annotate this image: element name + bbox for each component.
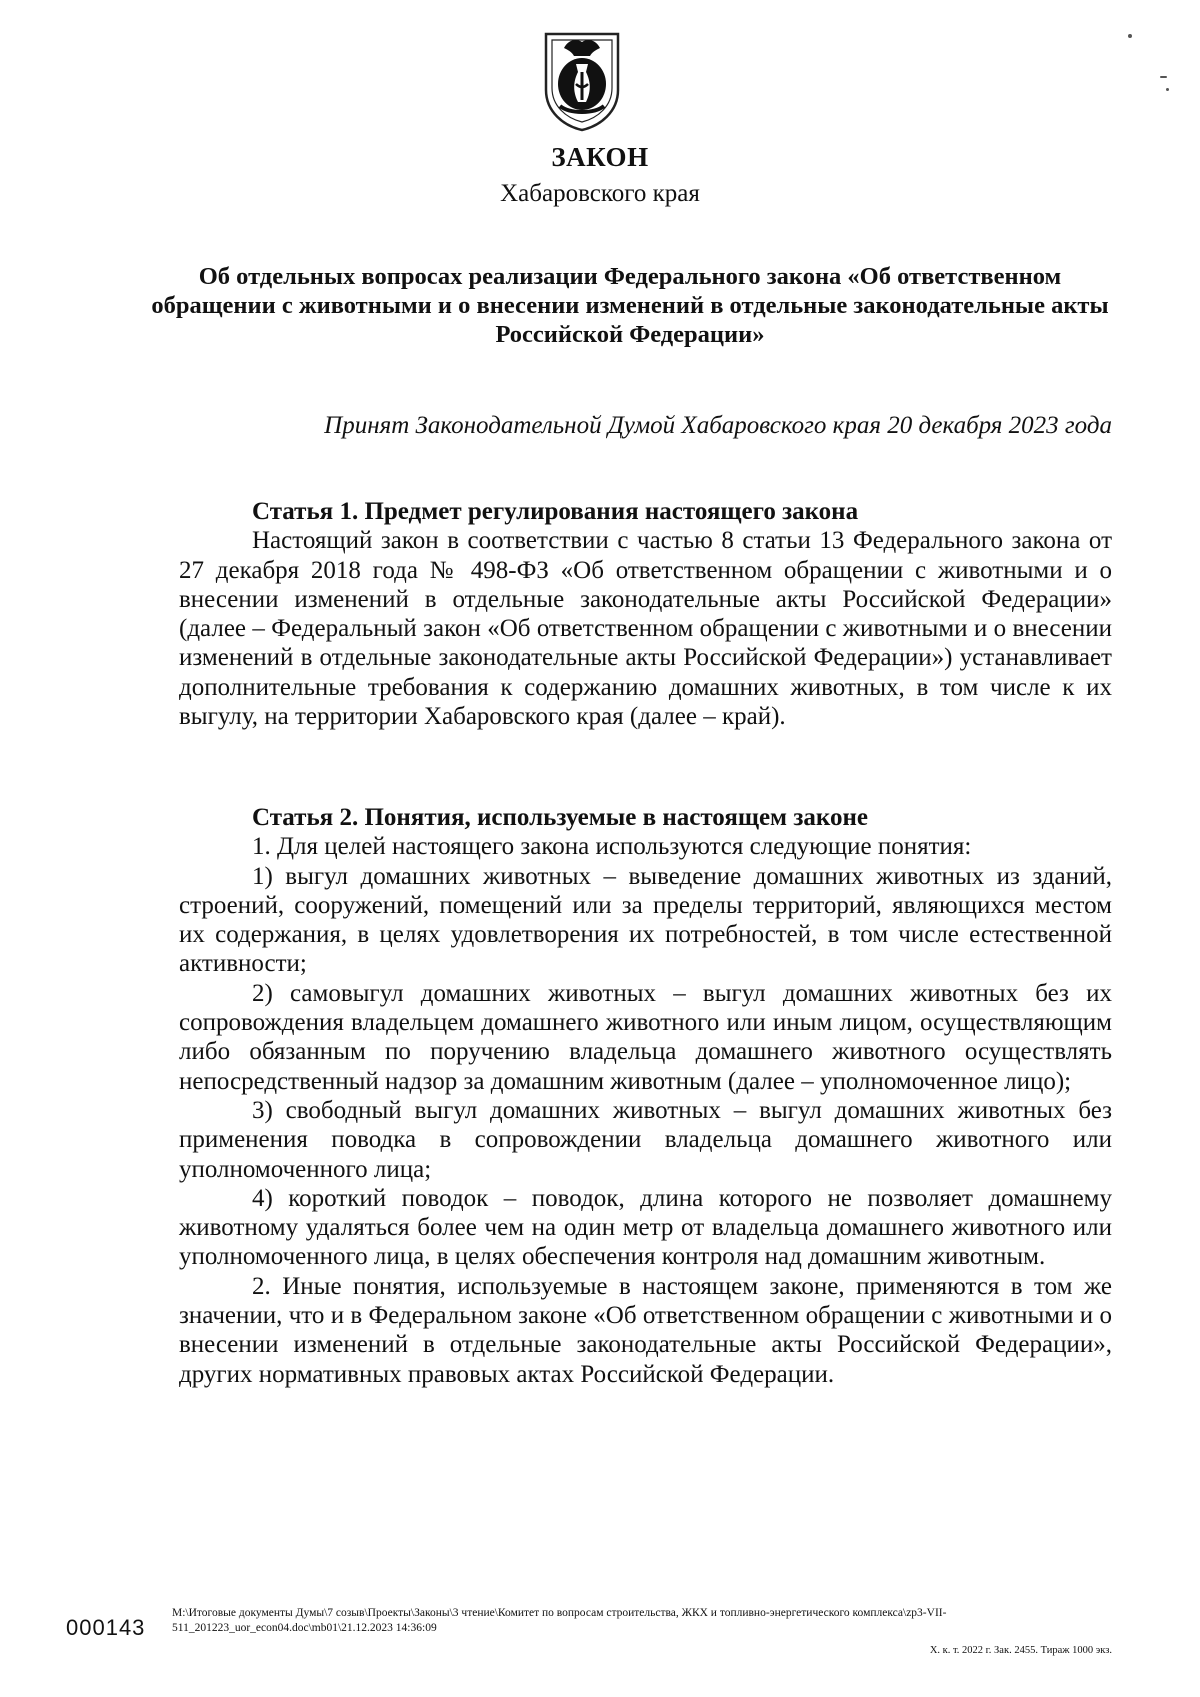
scan-speck [1128, 34, 1132, 38]
document-number: 000143 [66, 1615, 146, 1640]
khabarovsk-coat-of-arms-icon [536, 28, 628, 132]
definition-item: 2) самовыгул домашних животных – выгул домашних животных без их сопровождения владельцем домашнего животного или иным лицом, осуществляющим либо обязанным по поручению владельца домашнего животного осуществлять непосредственный надзор за домашним животным (далее – уполномоченное лицо); [179, 979, 1112, 1095]
definition-item: 4) короткий поводок – поводок, длина которого не позволяет домашнему животному удаляться более чем на один метр от владельца домашнего животного или уполномоченного лица, в целях обеспечения контроля над домашним животным. [179, 1184, 1112, 1271]
article-2-paragraph-1: 1. Для целей настоящего закона используются следующие понятия: [252, 833, 972, 861]
article-1 [179, 497, 1112, 731]
adoption-line: Принят Законодательной Думой Хабаровского края 20 декабря 2023 года [324, 412, 1112, 439]
law-heading: Об отдельных вопросах реализации Федерального закона «Об ответственном обращении с животными и о внесении изменений в отдельные законодательные акты Российской Федерации» [151, 263, 1109, 348]
definition-item: 1) выгул домашних животных – выведение домашних животных из зданий, строений, сооружений, помещений или за пределы территорий, являющихся местом их содержания, в целях удовлетворения их потребностей, в том числе естественной активности; [179, 862, 1112, 978]
article-1-text: Настоящий закон в соответствии с частью 8 статьи 13 Федерального закона от 27 декабря 2018 года № 498-ФЗ «Об ответственном обращении с животными и о внесении изменений в отдельные законодательные акты Российской Федерации» (далее – Федеральный закон «Об ответственном обращении с животными и о внесении изменений в отдельные законодательные акты Российской Федерации») устанавливает дополнительные требования к содержанию домашних животных, в том числе к их выгулу, на территории Хабаровского края (далее – край). [179, 527, 1112, 731]
article-1-title: Статья 1. Предмет регулирования настоящего закона [252, 498, 859, 525]
law-title: ЗАКОН [551, 142, 649, 172]
law-region: Хабаровского края [500, 180, 700, 207]
scan-speck [1160, 76, 1167, 78]
definition-item: 3) свободный выгул домашних животных – выгул домашних животных без применения поводка в сопровождении владельца домашнего животного или уполномоченного лица; [179, 1096, 1112, 1183]
scan-speck [1166, 88, 1169, 91]
article-2-paragraph-2: 2. Иные понятия, используемые в настоящем законе, применяются в том же значении, что и в Федеральном законе «Об ответственном обращении с животными и о внесении изменений в отдельные законодательные акты Российской Федерации», других нормативных правовых актах Российской Федерации. [179, 1272, 1112, 1388]
article-2-title: Статья 2. Понятия, используемые в настоящем законе [252, 804, 868, 831]
print-info: Х. к. т. 2022 г. Зак. 2455. Тираж 1000 экз. [929, 1645, 1112, 1656]
file-path: M:\Итоговые документы Думы\7 созыв\Проекты\Законы\3 чтение\Комитет по вопросам строительства, ЖКХ и топливно-энергетического комплекса\zp3-VII-511_201223_uor_econ04.doc\mb01\21.12.2023 14:36:09 [172, 1607, 947, 1634]
article-2 [179, 803, 1112, 1389]
